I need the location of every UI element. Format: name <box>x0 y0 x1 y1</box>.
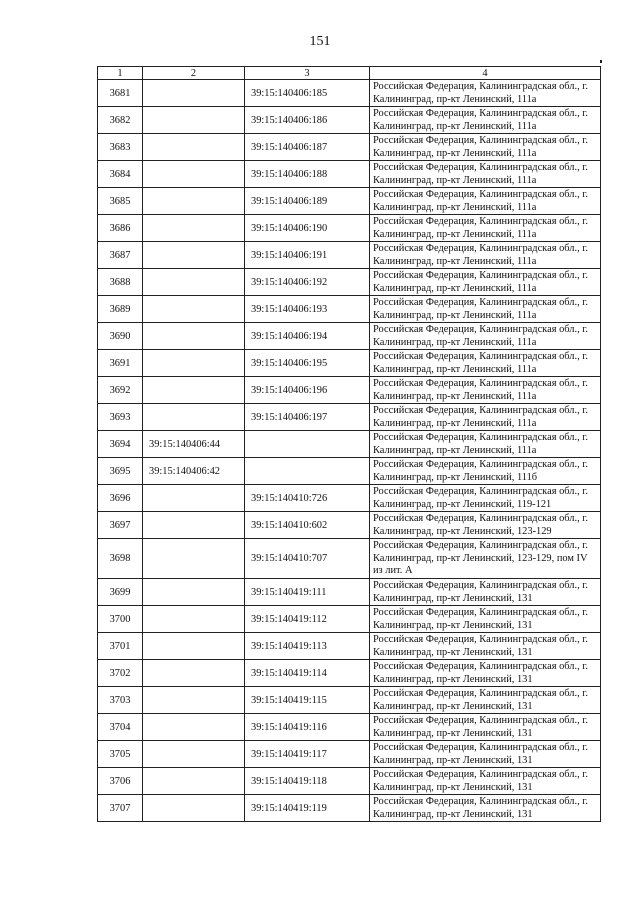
cadastral-number-col3: 39:15:140406:192 <box>245 269 370 296</box>
cadastral-number-col2 <box>143 350 245 377</box>
address-cell: Российская Федерация, Калининградская обл., г. Калининград, пр-кт Ленинский, 131 <box>370 795 601 822</box>
cadastral-number-col3: 39:15:140419:119 <box>245 795 370 822</box>
address-cell: Российская Федерация, Калининградская обл., г. Калининград, пр-кт Ленинский, 131 <box>370 687 601 714</box>
cadastral-number-col2 <box>143 606 245 633</box>
cadastral-number-col3: 39:15:140419:112 <box>245 606 370 633</box>
column-header-4: 4 <box>370 67 601 80</box>
row-number: 3706 <box>98 768 143 795</box>
cadastral-number-col3: 39:15:140406:188 <box>245 161 370 188</box>
row-number: 3691 <box>98 350 143 377</box>
table-row <box>98 458 601 485</box>
row-number: 3701 <box>98 633 143 660</box>
address-cell: Российская Федерация, Калининградская обл., г. Калининград, пр-кт Ленинский, 111а <box>370 377 601 404</box>
row-number: 3689 <box>98 296 143 323</box>
row-number: 3697 <box>98 512 143 539</box>
row-number: 3681 <box>98 80 143 107</box>
row-number: 3695 <box>98 458 143 485</box>
row-number: 3699 <box>98 579 143 606</box>
row-number: 3692 <box>98 377 143 404</box>
table-row <box>98 741 601 768</box>
address-cell: Российская Федерация, Калининградская обл., г. Калининград, пр-кт Ленинский, 111а <box>370 107 601 134</box>
cadastral-number-col3: 39:15:140406:185 <box>245 80 370 107</box>
cadastral-number-col3: 39:15:140406:190 <box>245 215 370 242</box>
cadastral-number-col3: 39:15:140406:187 <box>245 134 370 161</box>
row-number: 3705 <box>98 741 143 768</box>
address-cell: Российская Федерация, Калининградская обл., г. Калининград, пр-кт Ленинский, 123-129, пом IV из лит. А <box>370 539 601 579</box>
address-cell: Российская Федерация, Калининградская обл., г. Калининград, пр-кт Ленинский, 111а <box>370 296 601 323</box>
address-cell: Российская Федерация, Калининградская обл., г. Калининград, пр-кт Ленинский, 111а <box>370 215 601 242</box>
cadastral-number-col3: 39:15:140419:114 <box>245 660 370 687</box>
table-row <box>98 539 601 579</box>
cadastral-number-col3: 39:15:140410:602 <box>245 512 370 539</box>
row-number: 3694 <box>98 431 143 458</box>
row-number: 3690 <box>98 323 143 350</box>
row-number: 3687 <box>98 242 143 269</box>
table-row <box>98 795 601 822</box>
address-cell: Российская Федерация, Калининградская обл., г. Калининград, пр-кт Ленинский, 131 <box>370 768 601 795</box>
cadastral-number-col2 <box>143 134 245 161</box>
address-cell: Российская Федерация, Калининградская обл., г. Калининград, пр-кт Ленинский, 111а <box>370 350 601 377</box>
cadastral-number-col2 <box>143 512 245 539</box>
registry-table <box>97 66 601 822</box>
cadastral-number-col2 <box>143 323 245 350</box>
table-row <box>98 714 601 741</box>
table-row <box>98 485 601 512</box>
table-row <box>98 296 601 323</box>
address-cell: Российская Федерация, Калининградская обл., г. Калининград, пр-кт Ленинский, 111а <box>370 404 601 431</box>
row-number: 3698 <box>98 539 143 579</box>
cadastral-number-col3: 39:15:140406:193 <box>245 296 370 323</box>
table-row <box>98 134 601 161</box>
row-number: 3707 <box>98 795 143 822</box>
table-row <box>98 242 601 269</box>
cadastral-number-col3 <box>245 458 370 485</box>
address-cell: Российская Федерация, Калининградская обл., г. Калининград, пр-кт Ленинский, 131 <box>370 714 601 741</box>
table-row <box>98 633 601 660</box>
cadastral-number-col2 <box>143 795 245 822</box>
cadastral-number-col3: 39:15:140410:726 <box>245 485 370 512</box>
row-number: 3686 <box>98 215 143 242</box>
cadastral-number-col3: 39:15:140419:116 <box>245 714 370 741</box>
address-cell: Российская Федерация, Калининградская обл., г. Калининград, пр-кт Ленинский, 111а <box>370 431 601 458</box>
row-number: 3683 <box>98 134 143 161</box>
address-cell: Российская Федерация, Калининградская обл., г. Калининград, пр-кт Ленинский, 111а <box>370 134 601 161</box>
table-row <box>98 350 601 377</box>
address-cell: Российская Федерация, Калининградская обл., г. Калининград, пр-кт Ленинский, 131 <box>370 741 601 768</box>
cadastral-number-col3: 39:15:140406:195 <box>245 350 370 377</box>
cadastral-number-col2 <box>143 107 245 134</box>
address-cell: Российская Федерация, Калининградская обл., г. Калининград, пр-кт Ленинский, 111а <box>370 80 601 107</box>
table-row <box>98 188 601 215</box>
cadastral-number-col2 <box>143 633 245 660</box>
cadastral-number-col2: 39:15:140406:44 <box>143 431 245 458</box>
cadastral-number-col3: 39:15:140419:117 <box>245 741 370 768</box>
cadastral-number-col2 <box>143 80 245 107</box>
table-row <box>98 80 601 107</box>
address-cell: Российская Федерация, Калининградская обл., г. Калининград, пр-кт Ленинский, 131 <box>370 660 601 687</box>
table-row <box>98 107 601 134</box>
cadastral-number-col2 <box>143 188 245 215</box>
address-cell: Российская Федерация, Калининградская обл., г. Калининград, пр-кт Ленинский, 131 <box>370 579 601 606</box>
address-cell: Российская Федерация, Калининградская обл., г. Калининград, пр-кт Ленинский, 111б <box>370 458 601 485</box>
table-row <box>98 269 601 296</box>
table-row <box>98 579 601 606</box>
cadastral-number-col2: 39:15:140406:42 <box>143 458 245 485</box>
table-row <box>98 323 601 350</box>
table-row <box>98 161 601 188</box>
header-row <box>98 67 601 80</box>
scan-speck <box>600 60 602 63</box>
cadastral-number-col3: 39:15:140419:113 <box>245 633 370 660</box>
column-header-1: 1 <box>98 67 143 80</box>
cadastral-number-col3: 39:15:140406:196 <box>245 377 370 404</box>
column-header-3: 3 <box>245 67 370 80</box>
cadastral-number-col3: 39:15:140419:118 <box>245 768 370 795</box>
address-cell: Российская Федерация, Калининградская обл., г. Калининград, пр-кт Ленинский, 131 <box>370 633 601 660</box>
cadastral-number-col2 <box>143 242 245 269</box>
address-cell: Российская Федерация, Калининградская обл., г. Калининград, пр-кт Ленинский, 119-121 <box>370 485 601 512</box>
table-row <box>98 512 601 539</box>
cadastral-number-col2 <box>143 714 245 741</box>
table-row <box>98 431 601 458</box>
cadastral-number-col3 <box>245 431 370 458</box>
cadastral-number-col2 <box>143 579 245 606</box>
table-row <box>98 377 601 404</box>
row-number: 3704 <box>98 714 143 741</box>
cadastral-number-col2 <box>143 296 245 323</box>
address-cell: Российская Федерация, Калининградская обл., г. Калининград, пр-кт Ленинский, 111а <box>370 188 601 215</box>
row-number: 3685 <box>98 188 143 215</box>
cadastral-number-col2 <box>143 485 245 512</box>
cadastral-number-col2 <box>143 660 245 687</box>
row-number: 3703 <box>98 687 143 714</box>
cadastral-number-col3: 39:15:140406:186 <box>245 107 370 134</box>
cadastral-number-col3: 39:15:140406:194 <box>245 323 370 350</box>
cadastral-number-col2 <box>143 687 245 714</box>
cadastral-number-col2 <box>143 161 245 188</box>
cadastral-number-col2 <box>143 269 245 296</box>
cadastral-number-col3: 39:15:140410:707 <box>245 539 370 579</box>
cadastral-number-col2 <box>143 539 245 579</box>
row-number: 3684 <box>98 161 143 188</box>
address-cell: Российская Федерация, Калининградская обл., г. Калининград, пр-кт Ленинский, 111а <box>370 323 601 350</box>
cadastral-number-col3: 39:15:140406:197 <box>245 404 370 431</box>
address-cell: Российская Федерация, Калининградская обл., г. Калининград, пр-кт Ленинский, 111а <box>370 269 601 296</box>
table-body <box>98 80 601 822</box>
address-cell: Российская Федерация, Калининградская обл., г. Калининград, пр-кт Ленинский, 111а <box>370 242 601 269</box>
cadastral-number-col2 <box>143 404 245 431</box>
cadastral-number-col3: 39:15:140406:191 <box>245 242 370 269</box>
table-row <box>98 687 601 714</box>
address-cell: Российская Федерация, Калининградская обл., г. Калининград, пр-кт Ленинский, 123-129 <box>370 512 601 539</box>
address-cell: Российская Федерация, Калининградская обл., г. Калининград, пр-кт Ленинский, 111а <box>370 161 601 188</box>
cadastral-number-col2 <box>143 768 245 795</box>
row-number: 3682 <box>98 107 143 134</box>
cadastral-number-col3: 39:15:140406:189 <box>245 188 370 215</box>
row-number: 3693 <box>98 404 143 431</box>
row-number: 3696 <box>98 485 143 512</box>
table-row <box>98 768 601 795</box>
cadastral-number-col3: 39:15:140419:111 <box>245 579 370 606</box>
table-row <box>98 660 601 687</box>
cadastral-number-col3: 39:15:140419:115 <box>245 687 370 714</box>
row-number: 3702 <box>98 660 143 687</box>
row-number: 3688 <box>98 269 143 296</box>
cadastral-number-col2 <box>143 215 245 242</box>
cadastral-number-col2 <box>143 741 245 768</box>
address-cell: Российская Федерация, Калининградская обл., г. Калининград, пр-кт Ленинский, 131 <box>370 606 601 633</box>
cadastral-number-col2 <box>143 377 245 404</box>
table-row <box>98 606 601 633</box>
row-number: 3700 <box>98 606 143 633</box>
table-row <box>98 215 601 242</box>
page-number: 151 <box>309 34 331 49</box>
table-row <box>98 404 601 431</box>
column-header-2: 2 <box>143 67 245 80</box>
